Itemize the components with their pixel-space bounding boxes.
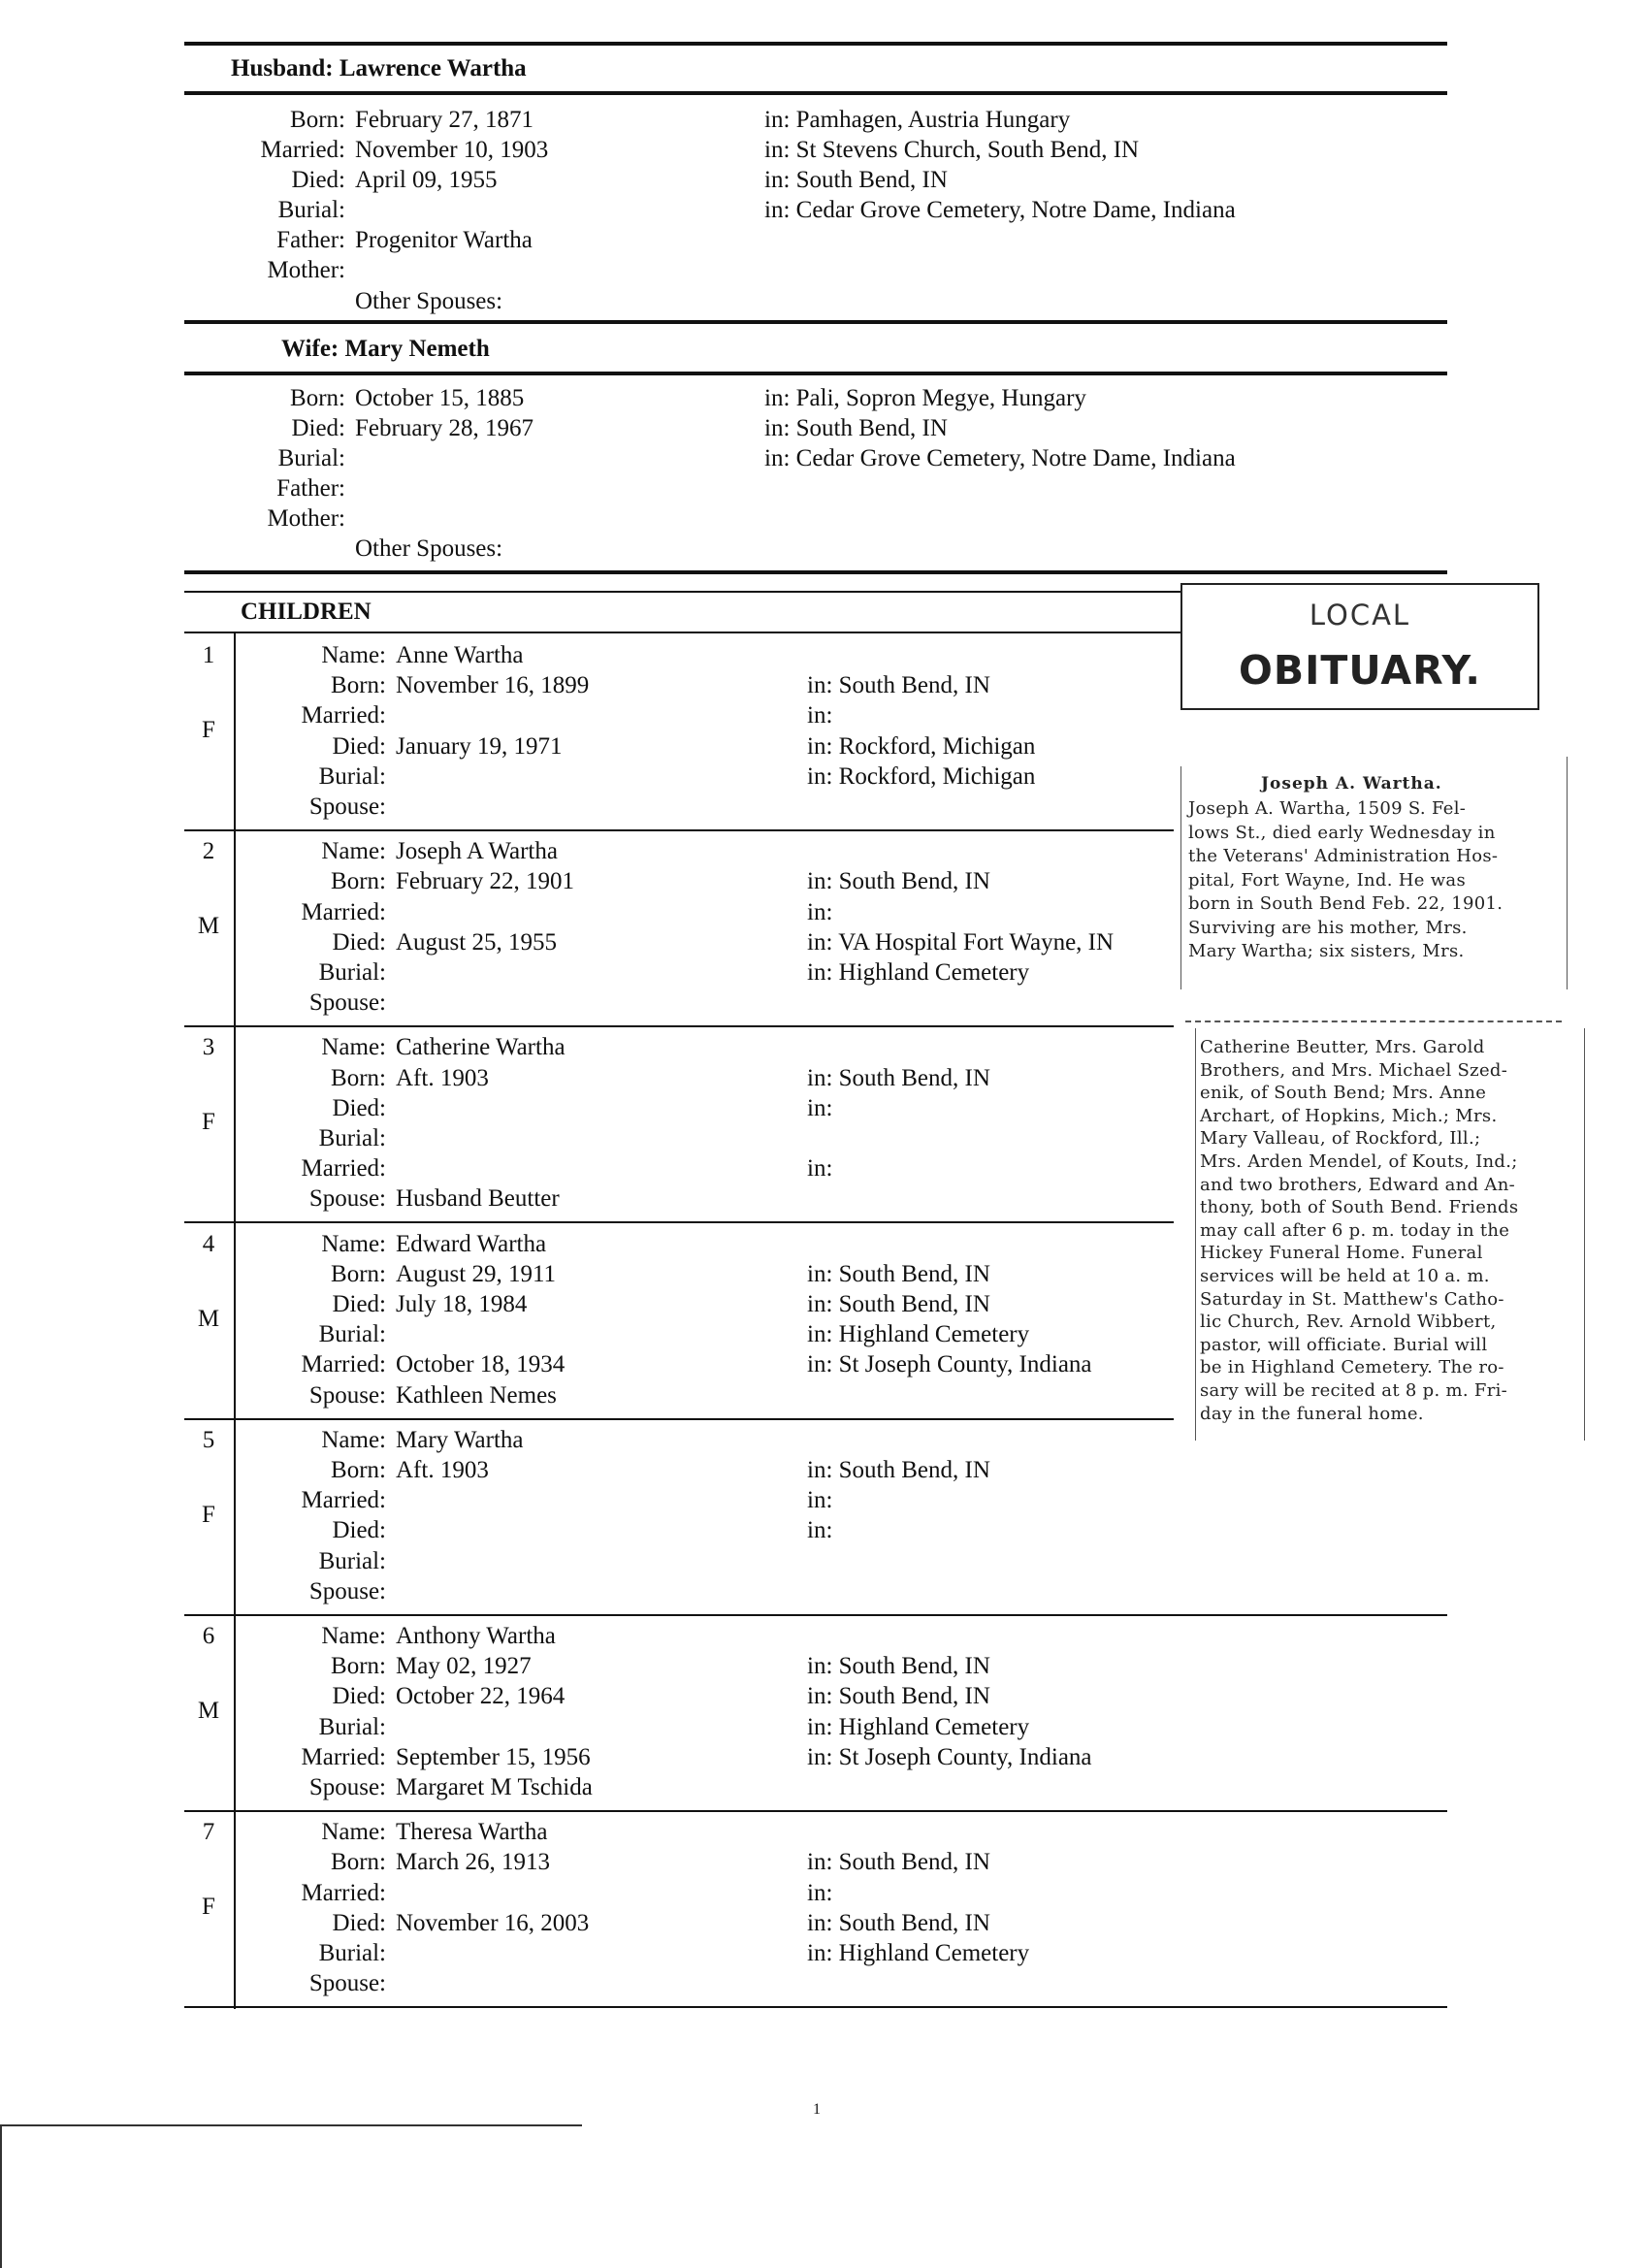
husband-header-label: Husband: xyxy=(231,55,334,81)
child-row-place: in: South Bend, IN xyxy=(807,1683,990,1710)
child-row-label: Burial: xyxy=(318,1547,386,1574)
wife-header-label: Wife: xyxy=(281,336,340,362)
child-row-value: February 22, 1901 xyxy=(396,868,574,895)
obituary-clip-edge-right-2 xyxy=(1584,1028,1585,1441)
child-row-place: in: Highland Cemetery xyxy=(807,1940,1030,1966)
child-row-label: Born: xyxy=(331,1260,386,1287)
child-row-place: in: xyxy=(807,1517,833,1544)
child-row-value: October 18, 1934 xyxy=(396,1351,566,1378)
child-row-place: in: South Bend, IN xyxy=(807,672,990,699)
page-number: 1 xyxy=(813,2101,821,2118)
child-row-place: in: South Bend, IN xyxy=(807,1653,990,1680)
child-number: 6 xyxy=(202,1623,215,1649)
child-sex: F xyxy=(202,1501,215,1528)
child-separator xyxy=(184,1614,1447,1616)
child-row-label: Married: xyxy=(301,898,386,925)
obituary-line: Brothers, and Mrs. Michael Szed- xyxy=(1200,1059,1508,1081)
child-row-value: Aft. 1903 xyxy=(396,1064,489,1091)
husband-row-place: in: South Bend, IN xyxy=(764,167,948,193)
child-row-place: in: xyxy=(807,1879,833,1906)
obituary-clip-edge-right xyxy=(1567,757,1568,989)
child-row-value: May 02, 1927 xyxy=(396,1653,532,1680)
child-row-place: in: Highland Cemetery xyxy=(807,959,1030,986)
child-row-label: Born: xyxy=(331,1849,386,1876)
obituary-line: and two brothers, Edward and An- xyxy=(1200,1174,1515,1195)
obituary-line: the Veterans' Administration Hos- xyxy=(1188,846,1499,866)
child-row-label: Married: xyxy=(301,1487,386,1514)
child-row-value: Catherine Wartha xyxy=(396,1034,566,1061)
child-separator xyxy=(184,1025,1174,1027)
husband-rule xyxy=(184,91,1447,95)
child-row-label: Born: xyxy=(331,1064,386,1091)
child-row-value: Aft. 1903 xyxy=(396,1457,489,1483)
wife-row-place: in: Pali, Sopron Megye, Hungary xyxy=(764,385,1086,411)
child-number: 2 xyxy=(202,838,215,865)
child-row-label: Died: xyxy=(332,1094,386,1121)
obituary-line: Mary Valleau, of Rockford, Ill.; xyxy=(1200,1128,1481,1150)
husband-row-place: in: Cedar Grove Cemetery, Notre Dame, Indiana xyxy=(764,197,1236,223)
husband-row-place: in: St Stevens Church, South Bend, IN xyxy=(764,137,1140,163)
husband-row-label: Married: xyxy=(260,137,345,163)
child-row-place: in: South Bend, IN xyxy=(807,1260,990,1287)
child-row-label: Spouse: xyxy=(308,1774,386,1800)
obituary-line: pital, Fort Wayne, Ind. He was xyxy=(1188,869,1466,891)
child-row-value: Joseph A Wartha xyxy=(396,838,558,865)
child-row-value: Mary Wartha xyxy=(396,1426,524,1453)
wife-row-place: in: South Bend, IN xyxy=(764,415,948,441)
child-row-value: November 16, 1899 xyxy=(396,672,590,699)
obituary-cut-line xyxy=(1185,1021,1562,1022)
top-rule xyxy=(184,42,1447,46)
child-row-label: Name: xyxy=(321,1819,386,1846)
wife-other-spouses: Other Spouses: xyxy=(355,535,503,562)
child-row-place: in: South Bend, IN xyxy=(807,1457,990,1483)
child-separator xyxy=(184,1221,1174,1223)
child-row-value: Anthony Wartha xyxy=(396,1623,556,1649)
obituary-line: may call after 6 p. m. today in the xyxy=(1200,1219,1510,1241)
wife-row-place: in: Cedar Grove Cemetery, Notre Dame, Indiana xyxy=(764,445,1236,471)
wife-row-label: Father: xyxy=(276,475,345,502)
obituary-headline: Joseph A. Wartha. xyxy=(1261,774,1442,794)
obituary-line: Mrs. Arden Mendel, of Kouts, Ind.; xyxy=(1200,1151,1518,1172)
child-row-value: Margaret M Tschida xyxy=(396,1774,593,1800)
child-sex: F xyxy=(202,1894,215,1921)
obituary-line: thony, both of South Bend. Friends xyxy=(1200,1197,1519,1218)
child-row-value: August 25, 1955 xyxy=(396,928,557,956)
child-row-label: Spouse: xyxy=(308,1577,386,1604)
child-sex: M xyxy=(197,1305,220,1332)
child-row-label: Born: xyxy=(331,1653,386,1680)
child-row-label: Burial: xyxy=(318,1321,386,1348)
child-row-label: Burial: xyxy=(318,1713,386,1740)
scan-edge-corner xyxy=(0,2124,2,2268)
child-row-place: in: xyxy=(807,1155,833,1183)
child-row-place: in: St Joseph County, Indiana xyxy=(807,1351,1092,1378)
child-row-label: Name: xyxy=(321,838,386,865)
child-sex: F xyxy=(202,1109,215,1136)
obituary-clip-edge-left-2 xyxy=(1195,1028,1196,1441)
child-row-label: Died: xyxy=(332,1909,386,1936)
child-row-place: in: xyxy=(807,1487,833,1514)
husband-row-value: November 10, 1903 xyxy=(355,137,549,163)
child-row-place: in: Rockford, Michigan xyxy=(807,732,1036,760)
child-row-label: Married: xyxy=(301,702,386,729)
child-row-label: Born: xyxy=(331,1457,386,1483)
obituary-line: Mary Wartha; six sisters, Mrs. xyxy=(1188,941,1465,961)
wife-row-label: Died: xyxy=(291,415,345,441)
child-row-value: August 29, 1911 xyxy=(396,1260,557,1287)
child-number: 5 xyxy=(202,1426,215,1453)
child-row-label: Married: xyxy=(301,1879,386,1906)
child-row-label: Died: xyxy=(332,732,386,760)
child-sex: F xyxy=(202,717,215,743)
child-row-label: Spouse: xyxy=(308,1381,386,1409)
obituary-line: lows St., died early Wednesday in xyxy=(1188,822,1496,843)
child-separator xyxy=(184,2006,1447,2008)
child-row-value: October 22, 1964 xyxy=(396,1683,566,1710)
husband-row-label: Died: xyxy=(291,167,345,193)
child-row-place: in: xyxy=(807,1094,833,1121)
husband-row-value: February 27, 1871 xyxy=(355,107,534,133)
child-row-value: July 18, 1984 xyxy=(396,1291,528,1317)
husband-row-label: Born: xyxy=(290,107,345,133)
child-row-label: Spouse: xyxy=(308,1970,386,1997)
child-row-label: Born: xyxy=(331,672,386,699)
husband-row-value: April 09, 1955 xyxy=(355,167,498,193)
child-separator xyxy=(184,1418,1174,1420)
child-row-value: Husband Beutter xyxy=(396,1185,560,1213)
obituary-banner-local: LOCAL xyxy=(1309,599,1411,632)
child-number: 4 xyxy=(202,1230,215,1257)
child-row-label: Spouse: xyxy=(308,989,386,1017)
child-row-value: Anne Wartha xyxy=(396,642,524,668)
child-row-place: in: Highland Cemetery xyxy=(807,1713,1030,1740)
wife-name: Mary Nemeth xyxy=(344,336,490,362)
child-row-place: in: South Bend, IN xyxy=(807,1849,990,1876)
child-row-label: Married: xyxy=(301,1351,386,1378)
child-separator xyxy=(184,1810,1447,1812)
husband-row-value: Progenitor Wartha xyxy=(355,227,533,253)
child-row-label: Married: xyxy=(301,1155,386,1183)
obituary-line: Saturday in St. Matthew's Catho- xyxy=(1200,1288,1504,1310)
child-row-label: Died: xyxy=(332,1517,386,1544)
child-row-value: March 26, 1913 xyxy=(396,1849,550,1876)
child-row-value: Theresa Wartha xyxy=(396,1819,548,1846)
child-row-value: September 15, 1956 xyxy=(396,1743,591,1770)
child-row-place: in: South Bend, IN xyxy=(807,1909,990,1936)
wife-rule xyxy=(184,372,1447,375)
child-row-value: Kathleen Nemes xyxy=(396,1381,557,1409)
obituary-line: Catherine Beutter, Mrs. Garold xyxy=(1200,1037,1485,1057)
husband-row-label: Mother: xyxy=(267,257,345,283)
obituary-line: Archart, of Hopkins, Mich.; Mrs. xyxy=(1200,1105,1498,1126)
obituary-banner-title: OBITUARY. xyxy=(1239,647,1481,694)
child-row-label: Born: xyxy=(331,868,386,895)
obituary-line: Joseph A. Wartha, 1509 S. Fel- xyxy=(1188,798,1467,819)
obituary-line: sary will be recited at 8 p. m. Fri- xyxy=(1200,1380,1508,1401)
child-number: 1 xyxy=(202,642,215,668)
child-row-label: Spouse: xyxy=(308,1185,386,1213)
child-number: 7 xyxy=(202,1819,215,1846)
child-row-label: Spouse: xyxy=(308,794,386,820)
wife-row-value: February 28, 1967 xyxy=(355,415,534,441)
wife-row-label: Mother: xyxy=(267,505,345,532)
child-row-place: in: South Bend, IN xyxy=(807,868,990,895)
husband-other-spouses: Other Spouses: xyxy=(355,288,503,314)
obituary-line: be in Highland Cemetery. The ro- xyxy=(1200,1357,1504,1378)
obituary-line: Surviving are his mother, Mrs. xyxy=(1188,917,1468,938)
child-row-label: Burial: xyxy=(318,959,386,986)
wife-row-label: Born: xyxy=(290,385,345,411)
wife-bottom-rule xyxy=(184,570,1447,574)
child-row-place: in: VA Hospital Fort Wayne, IN xyxy=(807,928,1115,956)
wife-top-rule xyxy=(184,320,1447,324)
child-row-label: Died: xyxy=(332,1683,386,1710)
child-row-label: Died: xyxy=(332,1291,386,1317)
husband-row-place: in: Pamhagen, Austria Hungary xyxy=(764,107,1071,133)
obituary-line: lic Church, Rev. Arnold Wibbert, xyxy=(1200,1312,1497,1333)
child-row-label: Name: xyxy=(321,1230,386,1257)
child-row-label: Burial: xyxy=(318,1125,386,1151)
wife-row-value: October 15, 1885 xyxy=(355,385,525,411)
child-number: 3 xyxy=(202,1034,215,1061)
husband-row-label: Father: xyxy=(276,227,345,253)
child-row-label: Name: xyxy=(321,642,386,668)
child-row-label: Name: xyxy=(321,1623,386,1649)
scan-edge-line xyxy=(0,2124,582,2126)
wife-header xyxy=(281,336,490,363)
child-row-place: in: St Joseph County, Indiana xyxy=(807,1743,1092,1770)
child-separator xyxy=(184,829,1174,831)
husband-header xyxy=(231,55,527,82)
obituary-line: Hickey Funeral Home. Funeral xyxy=(1200,1243,1483,1264)
obituary-line: enik, of South Bend; Mrs. Anne xyxy=(1200,1083,1487,1104)
child-row-place: in: Highland Cemetery xyxy=(807,1321,1030,1348)
child-row-place: in: South Bend, IN xyxy=(807,1064,990,1091)
child-row-place: in: xyxy=(807,702,833,729)
child-row-label: Name: xyxy=(321,1426,386,1453)
child-row-label: Name: xyxy=(321,1034,386,1061)
child-row-label: Burial: xyxy=(318,762,386,790)
child-row-label: Burial: xyxy=(318,1940,386,1966)
obituary-line: pastor, will officiate. Burial will xyxy=(1200,1334,1488,1355)
obituary-line: born in South Bend Feb. 22, 1901. xyxy=(1188,893,1504,914)
child-row-place: in: Rockford, Michigan xyxy=(807,762,1036,790)
child-row-label: Died: xyxy=(332,928,386,956)
child-sex: M xyxy=(197,1698,220,1724)
husband-name: Lawrence Wartha xyxy=(339,55,527,81)
children-header: CHILDREN xyxy=(241,599,372,625)
obituary-clip-edge-left xyxy=(1180,766,1181,989)
obituary-line: day in the funeral home. xyxy=(1200,1403,1424,1424)
child-row-value: January 19, 1971 xyxy=(396,732,563,760)
obituary-banner xyxy=(1180,583,1539,710)
wife-row-label: Burial: xyxy=(277,445,345,471)
obituary-line: services will be held at 10 a. m. xyxy=(1200,1266,1490,1286)
child-row-label: Married: xyxy=(301,1743,386,1770)
child-row-place: in: xyxy=(807,898,833,925)
child-row-value: November 16, 2003 xyxy=(396,1909,590,1936)
husband-row-label: Burial: xyxy=(277,197,345,223)
child-sex: M xyxy=(197,913,220,940)
child-row-value: Edward Wartha xyxy=(396,1230,547,1257)
child-row-place: in: South Bend, IN xyxy=(807,1291,990,1317)
